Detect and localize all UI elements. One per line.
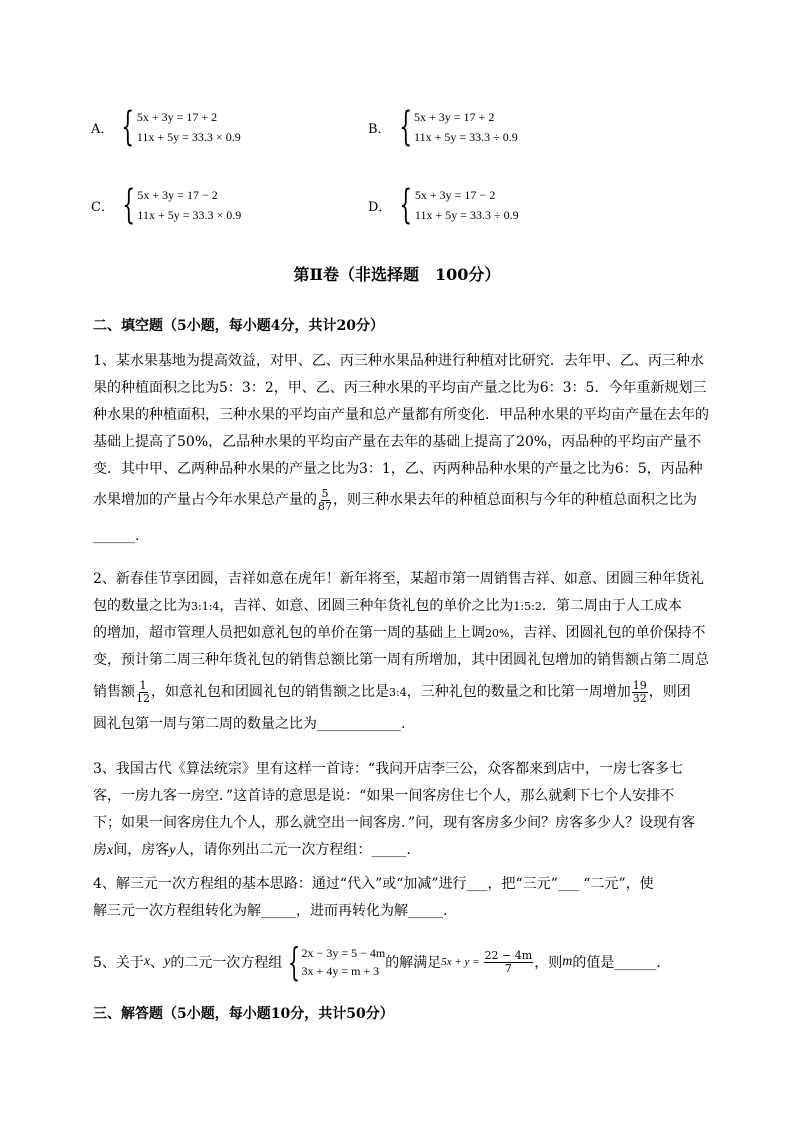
q2-text: ，三种礼包的数量之和比第一周增加 — [406, 684, 631, 700]
variable-x: x — [143, 954, 151, 969]
ratio: 3:4 — [389, 686, 407, 699]
option-d-label: D． — [368, 199, 392, 215]
option-d-eq1: 5x + 3y = 17 − 2 — [414, 188, 496, 202]
q1-line — [93, 483, 743, 517]
q2-line: 圆礼包第一周与第二周的数量之比为____________. — [93, 716, 406, 732]
ratio: 1:5:2 — [513, 600, 542, 613]
option-b-eq1: 5x + 3y = 17 + 2 — [414, 110, 495, 124]
q3-text: 房 — [93, 842, 107, 858]
fraction-denominator: 7 — [504, 961, 512, 975]
q1-line: 1、某水果基地为提高效益，对甲、乙、丙三种水果品种进行种植对比研究．去年甲、乙、丙三种水 — [93, 353, 704, 369]
fraction-numerator: 22 − 4m — [484, 948, 533, 962]
q2-text: ，吉祥、团圆礼包的单价保持不 — [509, 625, 706, 641]
q2-line — [93, 620, 743, 647]
q2-text: ，如意礼包和团圆礼包的销售额之比是 — [151, 684, 389, 700]
option-d — [368, 182, 519, 228]
option-c-system — [137, 185, 241, 225]
option-a-system — [137, 107, 241, 147]
q1-answer-blank: ______. — [93, 528, 140, 544]
q1-line: 变．其中甲、乙两种品种水果的产量之比为3：1，乙、丙两种品种水果的产量之比为6：5，丙品种 — [93, 461, 703, 477]
percent: 20% — [485, 627, 510, 640]
option-b-label: B． — [368, 121, 391, 137]
q4-line: 解三元一次方程组转化为解_____，进而再转化为解_____. — [93, 903, 448, 919]
fill-in-heading: 二、填空题（5小题，每小题4分，共计20分） — [93, 318, 384, 334]
option-d-eq2: 11x + 5y = 33.3 ÷ 0.9 — [414, 208, 519, 222]
q2-line — [93, 593, 743, 620]
ratio: 3:1:4 — [191, 600, 220, 613]
q3-line: 下；如果一间客房住九个人，那么就空出一间客房．”问，现有客房多少间？房客多少人？设现有客 — [93, 815, 696, 831]
fraction — [318, 488, 332, 513]
q3-text: 人，请你列出二元一次方程组：_____. — [175, 842, 411, 858]
option-b — [368, 104, 518, 150]
variable-x: x — [107, 843, 114, 858]
q2-text: ，吉祥、如意、团圆三种年货礼包的单价之比为 — [219, 598, 514, 614]
q5-eq2: 3x + 4y = m + 3 — [301, 964, 380, 978]
option-d-system — [415, 185, 519, 225]
option-a — [91, 104, 241, 150]
option-b-eq2: 11x + 5y = 33.3 ÷ 0.9 — [414, 130, 518, 144]
fraction-denominator: 32 — [632, 691, 647, 705]
fraction-denominator: 12 — [136, 691, 150, 705]
q5-text: 、 — [150, 955, 165, 971]
fraction-numerator: 5 — [321, 486, 329, 500]
q5-text: ，则 — [534, 955, 563, 971]
option-c-eq2: 11x + 5y = 33.3 × 0.9 — [137, 208, 242, 222]
option-a-eq2: 11x + 5y = 33.3 × 0.9 — [136, 130, 241, 144]
left-brace: { — [399, 182, 413, 228]
question-5 — [93, 942, 753, 982]
q5-text: 5、关于 — [93, 955, 144, 971]
q5-text: 的值是______. — [572, 955, 661, 971]
fraction — [632, 680, 648, 705]
q2-text: 的增加，超市管理人员把如意礼包的单价在第一周的基础上上调 — [93, 625, 485, 641]
q1-text: ，则三种水果去年的种植总面积与今年的种植总面积之比为 — [333, 492, 697, 508]
q2-line: 2、新春佳节享团圆，吉祥如意在虎年！新年将至，某超市第一周销售吉祥、如意、团圆三种年货礼 — [93, 571, 704, 587]
q4-line: 4、解三元一次方程组的基本思路：通过“代入”或“加减”进行___，把“三元”___ “二元”，使 — [93, 876, 654, 892]
q3-line: 3、我国古代《算法统宗》里有这样一首诗：“我问开店李三公，众客都来到店中，一房七客多七 — [93, 761, 684, 777]
fraction-denominator: 87 — [318, 499, 332, 513]
q1-line: 种水果的种植面积，三种水果的平均亩产量和总产量都有所变化．甲品种水果的平均亩产量在去年的 — [93, 407, 709, 423]
question-2 — [93, 566, 743, 738]
q1-line: 基础上提高了50%，乙品种水果的平均亩产量在去年的基础上提高了20%，丙品种的平均亩产量不 — [93, 434, 702, 450]
q5-system — [302, 944, 386, 980]
q5-eq1: 2x − 3y = 5 − 4m — [301, 946, 386, 960]
question-4 — [93, 871, 743, 925]
option-c-label: C． — [91, 199, 114, 215]
q3-line: 客，一房九客一房空．”这首诗的意思是说：“如果一间客房住七个人，那么就剩下七个人安排不 — [93, 788, 675, 804]
q2-line — [93, 674, 743, 711]
q2-text: 包的数量之比为 — [93, 598, 191, 614]
q2-line: 变，预计第二周三种年货礼包的销售总额比第一周有所增加，其中团圆礼包增加的销售额占第二周总 — [93, 652, 709, 668]
answer-heading: 三、解答题（5小题，每小题10分，共计50分） — [93, 1006, 394, 1022]
left-brace: { — [121, 104, 135, 150]
variable-m: m — [562, 954, 573, 969]
left-brace: { — [398, 104, 412, 150]
variable-y: y — [164, 954, 171, 969]
question-1 — [93, 348, 743, 550]
variable-y: y — [169, 843, 176, 858]
q5-text: 的二元一次方程组 — [170, 955, 283, 971]
q2-text: ，则团 — [648, 684, 691, 700]
left-brace: { — [288, 940, 301, 984]
fraction-numerator: 19 — [632, 678, 647, 692]
option-a-label: A． — [91, 121, 114, 137]
option-b-system — [414, 107, 518, 147]
q3-text: 间，房客 — [113, 842, 170, 858]
q5-text: 的解满足 — [385, 955, 442, 971]
question-3 — [93, 756, 743, 864]
fraction-numerator: 1 — [139, 678, 147, 692]
fraction — [484, 950, 534, 975]
option-c-eq1: 5x + 3y = 17 − 2 — [137, 188, 218, 202]
q3-line — [93, 837, 743, 864]
fraction — [136, 680, 150, 705]
q2-text: ．第二周由于人工成本 — [541, 598, 682, 614]
q5-lhs: 5x + y = — [441, 956, 480, 968]
section-2-title: 第Ⅱ卷（非选择题 100分） — [293, 265, 501, 284]
q1-text: 水果增加的产量占今年水果总产量的 — [93, 492, 317, 508]
q2-text: 销售额 — [93, 684, 135, 700]
option-a-eq1: 5x + 3y = 17 + 2 — [136, 110, 218, 124]
q1-line: 果的种植面积之比为5：3：2，甲、乙、丙三种水果的平均亩产量之比为6：3：5．今年重新规划三 — [93, 380, 707, 396]
option-c — [91, 182, 242, 228]
left-brace: { — [122, 182, 136, 228]
